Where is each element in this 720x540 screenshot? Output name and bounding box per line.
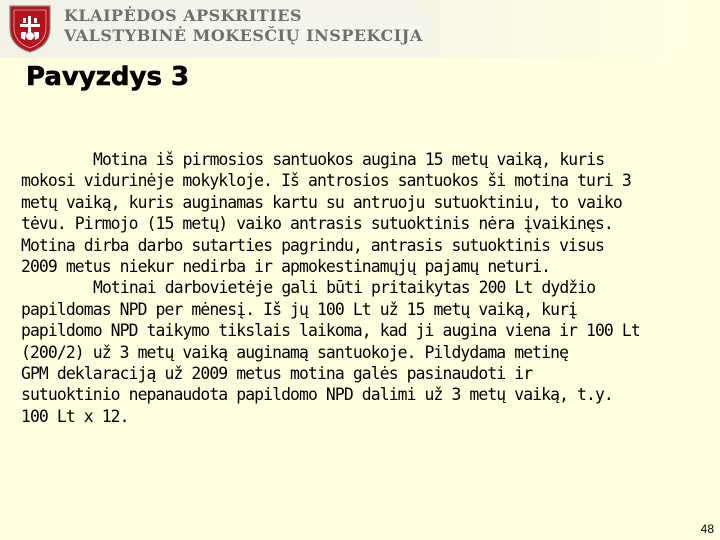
paragraph-line: Motina iš pirmosios santuokos augina 15 metų vaiką, kuris — [93, 150, 605, 169]
header-banner — [0, 0, 720, 58]
paragraph-line: 100 Lt x 12. — [21, 406, 129, 426]
paragraph-2 — [21, 277, 707, 427]
paragraph-line: 2009 metus niekur nedirba ir apmokestinamųjų pajamų neturi. — [21, 256, 551, 276]
coat-of-arms-icon — [6, 2, 54, 54]
paragraph-line: (200/2) už 3 metų vaiką auginamą santuokoje. Pildydama metinę — [21, 342, 569, 362]
paragraph-line: metų vaiką, kuris auginamas kartu su antruoju sutuoktiniu, to vaiko — [21, 192, 622, 212]
paragraph-line: papildomas NPD per mėnesį. Iš jų 100 Lt už 15 metų vaiką, kurį — [21, 299, 578, 319]
slide-title: Pavyzdys 3 — [26, 62, 190, 92]
paragraph-line: Motina dirba darbo sutarties pagrindu, antrasis sutuoktinis visus — [21, 235, 604, 255]
paragraph-line: mokosi vidurinėje mokykloje. Iš antrosios santuokos ši motina turi 3 — [21, 171, 631, 191]
org-name-line-1: KLAIPĖDOS APSKRITIES — [64, 6, 303, 25]
paragraph-line: Motinai darbovietėje gali būti pritaikytas 200 Lt dydžio — [93, 278, 596, 298]
paragraph-line: GPM deklaraciją už 2009 metus motina galės pasinaudoti ir — [21, 363, 533, 383]
paragraph-line: papildomo NPD taikymo tikslais laikoma, kad ji augina viena ir 100 Lt — [21, 321, 640, 341]
org-name-line-2: VALSTYBINĖ MOKESČIŲ INSPEKCIJA — [64, 26, 423, 45]
page-number: 48 — [700, 522, 714, 536]
slide-body — [21, 149, 707, 427]
paragraph-line: tėvu. Pirmojo (15 metų) vaiko antrasis sutuoktinis nėra įvaikinęs. — [21, 214, 613, 234]
paragraph-1 — [21, 149, 707, 277]
paragraph-line: sutuoktinio nepanaudota papildomo NPD dalimi už 3 metų vaiką, t.y. — [21, 385, 613, 405]
